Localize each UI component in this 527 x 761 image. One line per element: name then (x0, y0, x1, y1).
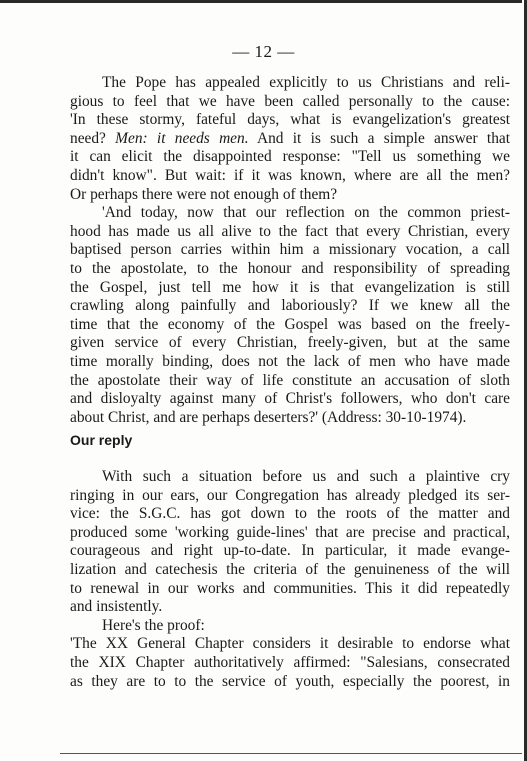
text-line: the XIX Chapter authoritatively affirmed: "Salesians, consecrated (70, 653, 510, 671)
text-line: hood has made us all alive to the fact that every Christian, every (70, 222, 510, 240)
text-line: need? Men: it needs men. And it is such a simple answer that (70, 129, 510, 147)
text-line: 'And today, now that our reflection on the common priest- (102, 204, 510, 222)
text-line: crawling along painfully and laboriously? If we knew all the (70, 297, 510, 315)
text-line: 'The XX General Chapter considers it desirable to endorse what (70, 635, 510, 653)
emphasis-text: Men: it needs men. (115, 129, 249, 147)
text-line: baptised person carries within him a missionary vocation, a call (70, 241, 510, 259)
text-line: given service of every Christian, freely-given, but at the same (70, 334, 510, 352)
paragraph-3 (70, 468, 510, 617)
text-line: to the apostolate, to the honour and responsibility of spreading (70, 259, 510, 277)
text-line: time morally binding, does not the lack of men who have made (70, 352, 510, 370)
text-line: 'In these stormy, fateful days, what is evangelization's greatest (70, 111, 510, 129)
paragraph-2 (70, 204, 510, 427)
text-line: the apostolate their way of life constitute an accusation of sloth (70, 371, 510, 389)
top-border-rule (0, 0, 522, 3)
text-line: courageous and right up-to-date. In particular, it made evange- (70, 542, 510, 560)
bottom-rule (60, 753, 522, 754)
text-line: and disloyalty against many of Christ's followers, who don't care (70, 390, 510, 408)
text-line: The Pope has appealed explicitly to us Christians and reli- (102, 74, 510, 91)
text-line: to renewal in our works and communities. This it did repeatedly (70, 579, 510, 597)
text-line: ringing in our ears, our Congregation has already pledged its ser- (70, 486, 510, 504)
text-line: about Christ, and are perhaps deserters?' (Address: 30-10-1974). (70, 408, 467, 426)
text-line: time that the economy of the Gospel was based on the freely- (70, 315, 510, 333)
paragraph-4 (70, 617, 510, 636)
text-line: Here's the proof: (102, 616, 205, 634)
paragraph-5 (70, 635, 510, 691)
text-line: as they are to to the service of youth, especially the poorest, in (70, 672, 510, 690)
text-line: gious to feel that we have been called personally to the cause: (70, 92, 510, 110)
text-line: With such a situation before us and such a plaintive cry (102, 468, 510, 485)
text-line: the Gospel, just tell me how it is that evangelization is still (70, 278, 510, 296)
text-line: lization and catechesis the criteria of the genuineness of the will (70, 560, 510, 578)
text-line: Or perhaps there were not enough of them? (70, 185, 338, 203)
section-heading: Our reply (70, 432, 133, 448)
text-line: vice: the S.G.C. has got down to the roots of the matter and (70, 505, 510, 523)
lower-text-block (70, 468, 510, 691)
page-number: — 12 — (232, 42, 295, 61)
upper-text-block (70, 74, 510, 427)
text-line: produced some 'working guide-lines' that are precise and practical, (70, 523, 510, 541)
text-line: didn't know". But wait: if it was known, where are all the men? (70, 166, 510, 184)
paragraph-1 (70, 74, 510, 204)
text-line: and insistently. (70, 598, 163, 616)
text-line: it can elicit the disappointed response: "Tell us something we (70, 148, 510, 166)
